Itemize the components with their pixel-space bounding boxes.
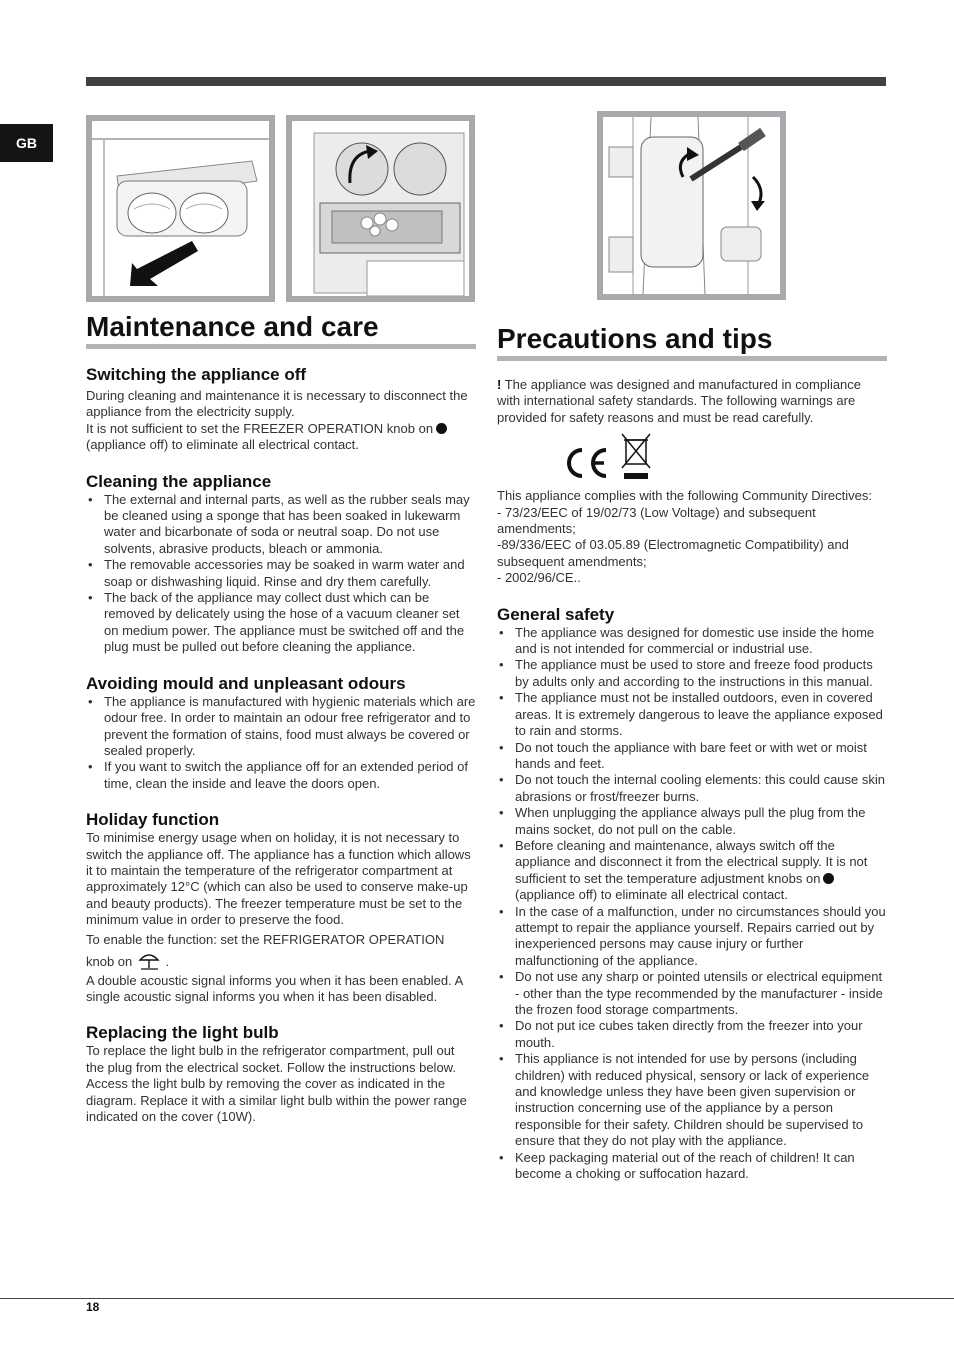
cleaning-list (86, 492, 476, 656)
holiday-text-2a: To enable the function: set the REFRIGERATOR OPERATION knob on (86, 931, 445, 969)
holiday-heading: Holiday function (86, 810, 220, 830)
light-cover-figure (597, 111, 786, 300)
page-number: 18 (86, 1300, 100, 1314)
list-item: • Do not touch the appliance with bare feet or with wet or moist hands and feet. (497, 740, 887, 773)
list-item: • If you want to switch the appliance off for an extended period of time, clean the inside and leave the doors open. (86, 759, 476, 792)
list-item: • The back of the appliance may collect dust which can be removed by delicately using the hose of a vacuum cleaner set on medium power. The appliance must be switched off and the plug must be pulled out before cleaning the appliance. (86, 590, 476, 656)
switching-heading: Switching the appliance off (86, 365, 307, 384)
ice-tray-figure (286, 115, 475, 302)
switching-text-2b: (appliance off) to eliminate all electrical contact. (86, 437, 359, 453)
bulb-text-1: To replace the light bulb in the refrigerator compartment, pull out the plug from the electrical socket. Follow the instructions below. (86, 1043, 456, 1075)
precautions-column (497, 322, 887, 1182)
holiday-text-3: A double acoustic signal informs you when it has been enabled. A single acoustic signal informs you when it has been disabled. (86, 972, 463, 1004)
holiday-umbrella-icon (138, 952, 160, 970)
top-rule (86, 77, 886, 86)
list-item: • Do not use any sharp or pointed utensils or electrical equipment - other than the type recommended by the manufacturer - inside the frozen food storage compartments. (497, 969, 887, 1018)
list-item: • The appliance is manufactured with hygienic materials which are odour free. In order to maintain an odour free refrigerator and to prevent the formation of stains, food must always be covered or sealed properly. (86, 694, 476, 760)
list-item: • The external and internal parts, as well as the rubber seals may be cleaned using a sponge that has been soaked in lukewarm water and bicarbonate of soda or neutral soap. Do not use solvents, abrasive products, bleach or ammonia. (86, 492, 476, 558)
list-item: • Do not touch the internal cooling elements: this could cause skin abrasions or frost/freezer burns. (497, 772, 887, 805)
cleaning-heading: Cleaning the appliance (86, 471, 272, 491)
list-item: • Do not put ice cubes taken directly from the freezer into your mouth. (497, 1018, 887, 1051)
directive-4: - 2002/96/CE.. (497, 570, 581, 586)
switching-text-2 (86, 421, 476, 454)
off-symbol-icon (436, 423, 447, 434)
list-item: • The appliance must not be installed outdoors, even in covered areas. It is extremely dangerous to leave the appliance exposed to rain and storms. (497, 690, 887, 739)
directive-1: This appliance complies with the following Community Directives: (497, 488, 872, 504)
mould-list (86, 694, 476, 792)
directive-2: - 73/23/EEC of 19/02/73 (Low Voltage) and subsequent amendments; (497, 504, 816, 537)
holiday-text-1: To minimise energy usage when on holiday, it is not necessary to switch the appliance off. The appliance has a function which allows it to maintain the temperature of the refrigerator compartment at approximately 12°C (which can also be used to conserve make-up and beauty products). The freezer temperature must be set to the minimum value in order to preserve the food. (86, 830, 471, 928)
maintenance-column (86, 310, 476, 1125)
list-item-text-a: Before cleaning and maintenance, always switch off the appliance and disconnect it from the electrical supply. It is not sufficient to set the temperature adjustment knobs on (515, 837, 868, 886)
list-item: • Keep packaging material out of the reach of children! It can become a choking or suffocation hazard. (497, 1150, 887, 1183)
mould-heading: Avoiding mould and unpleasant odours (86, 673, 406, 693)
bulb-text-2: Access the light bulb by removing the cover as indicated in the diagram. Replace it with a similar light bulb within the power range indicated on the cover (10W). (86, 1076, 467, 1124)
drawer-removal-icon (92, 121, 269, 296)
bulb-heading: Replacing the light bulb (86, 1023, 279, 1043)
intro-mark: ! (497, 377, 502, 392)
language-tab: GB (0, 124, 53, 162)
list-item: • This appliance is not intended for use by persons (including children) with reduced physical, sensory or lack of experience and knowledge unless they have been given supervision or instruction concerning use of the appliance by a person responsible for their safety. Children should be supervised to ensure that they do not play with the appliance. (497, 1051, 887, 1149)
list-item: • The removable accessories may be soaked in warm water and soap or dishwashing liquid. Rinse and dry them carefully. (86, 557, 476, 590)
compliance-marks (557, 432, 657, 480)
directive-3: -89/336/EEC of 03.05.89 (Electromagnetic Compatibility) and subsequent amendments; (497, 537, 849, 569)
holiday-text-2 (86, 929, 476, 973)
intro-text (497, 377, 887, 426)
maintenance-title: Maintenance and care (86, 310, 476, 349)
switching-text-2a: It is not sufficient to set the FREEZER OPERATION knob on (86, 420, 434, 436)
holiday-text-2b: . (165, 953, 170, 969)
ice-tray-icon (292, 121, 469, 296)
ce-mark-icon (562, 446, 610, 480)
footer-rule (0, 1298, 954, 1299)
off-symbol-icon (823, 873, 834, 884)
list-item: • The appliance must be used to store and freeze food products by adults only and according to the instructions in this manual. (497, 657, 887, 690)
weee-bin-icon (620, 432, 652, 480)
list-item: • In the case of a malfunction, under no circumstances should you attempt to repair the appliance yourself. Repairs carried out by inexperienced persons may cause injury or further malfunctioning of the appliance. (497, 904, 887, 970)
precautions-title: Precautions and tips (497, 322, 887, 361)
general-safety-list (497, 625, 887, 1183)
list-item: • When unplugging the appliance always pull the plug from the mains socket, do not pull on the cable. (497, 805, 887, 838)
list-item: • The appliance was designed for domestic use inside the home and is not intended for commercial or industrial use. (497, 625, 887, 658)
list-item (497, 838, 887, 904)
intro-body: The appliance was designed and manufactured in compliance with international safety standards. The following warnings are provided for safety reasons and must be read carefully. (497, 377, 862, 425)
switching-text-1: During cleaning and maintenance it is necessary to disconnect the appliance from the electricity supply. (86, 388, 468, 420)
light-cover-icon (603, 117, 780, 294)
drawer-removal-figure (86, 115, 275, 302)
general-safety-heading: General safety (497, 604, 615, 624)
list-item-text-b: (appliance off) to eliminate all electrical contact. (515, 887, 788, 903)
